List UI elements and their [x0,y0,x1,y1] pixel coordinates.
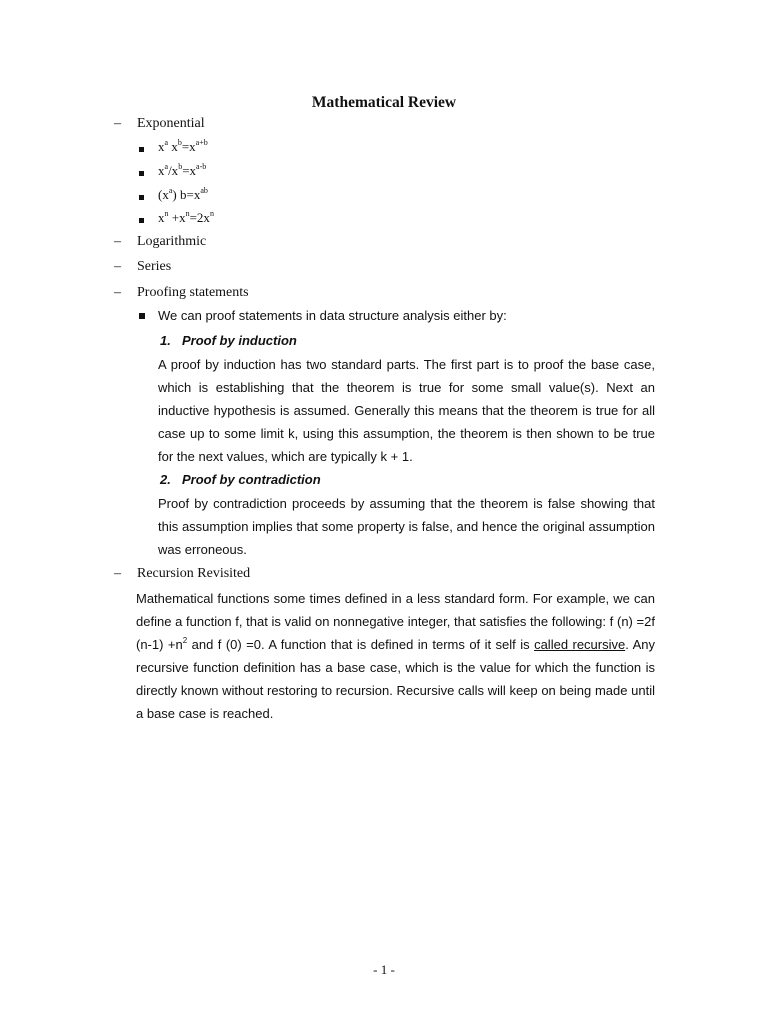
heading-proof-contradiction: 2. Proof by contradiction [160,472,321,487]
formula-quotient: $x^a/x^b=x^{a-b}$ [158,162,207,178]
section-dash: – [114,285,121,300]
section-proofing: Proofing statements [137,285,249,300]
proof-intro: We can proof statements in data structure analysis either by: [158,308,507,323]
page-number: - 1 - [373,962,395,977]
formula-power: $(x^a)$ $b=x^{ab}$ [158,186,208,202]
bullet-square [139,195,144,200]
heading-proof-induction: 1. Proof by induction [160,333,297,348]
section-recursion: Recursion Revisited [137,566,251,581]
page-title: Mathematical Review [311,94,457,111]
bullet-square [139,313,145,319]
section-dash: – [114,116,121,131]
section-dash: – [114,566,121,581]
formula-sum: $x^n +x^n=2x^n$ [158,209,214,225]
section-dash: – [114,259,121,274]
section-logarithmic: Logarithmic [137,234,207,249]
bullet-square [139,218,144,223]
formula-product: $x^a$ $x^b=x^{a+b}$ [158,138,208,154]
section-exponential: Exponential [137,116,205,131]
section-series: Series [137,259,172,274]
paragraph-recursion: Mathematical functions some times defined in a less standard form. For example, we can define a function f, that is valid on nonnegative integer, that satisfies the following: f (n) =2f $(n-1) +n^2$ and f (0) =0. A function that is defined in terms of it self is called recursive. Any recursive function definition has a base case, which is the value for which the function is directly known without restoring to recursion. Recursive calls will keep on being made until a base case is reached. [136,591,655,721]
section-dash: – [114,234,121,249]
paragraph-proof-contradiction: Proof by contradiction proceeds by assuming that the theorem is false showing that this assumption implies that some property is false, and hence the original assumption was erroneous. [158,496,655,557]
bullet-square [139,147,144,152]
paragraph-proof-induction: A proof by induction has two standard parts. The first part is to proof the base case, which is establishing that the theorem is true for some small value(s). Next an inductive hypothesis is assumed. Generally this means that the theorem is true for all case up to some limit k, using this assumption, the theorem is then shown to be true for the next values, which are typically k + 1. [158,357,655,464]
bullet-square [139,171,144,176]
